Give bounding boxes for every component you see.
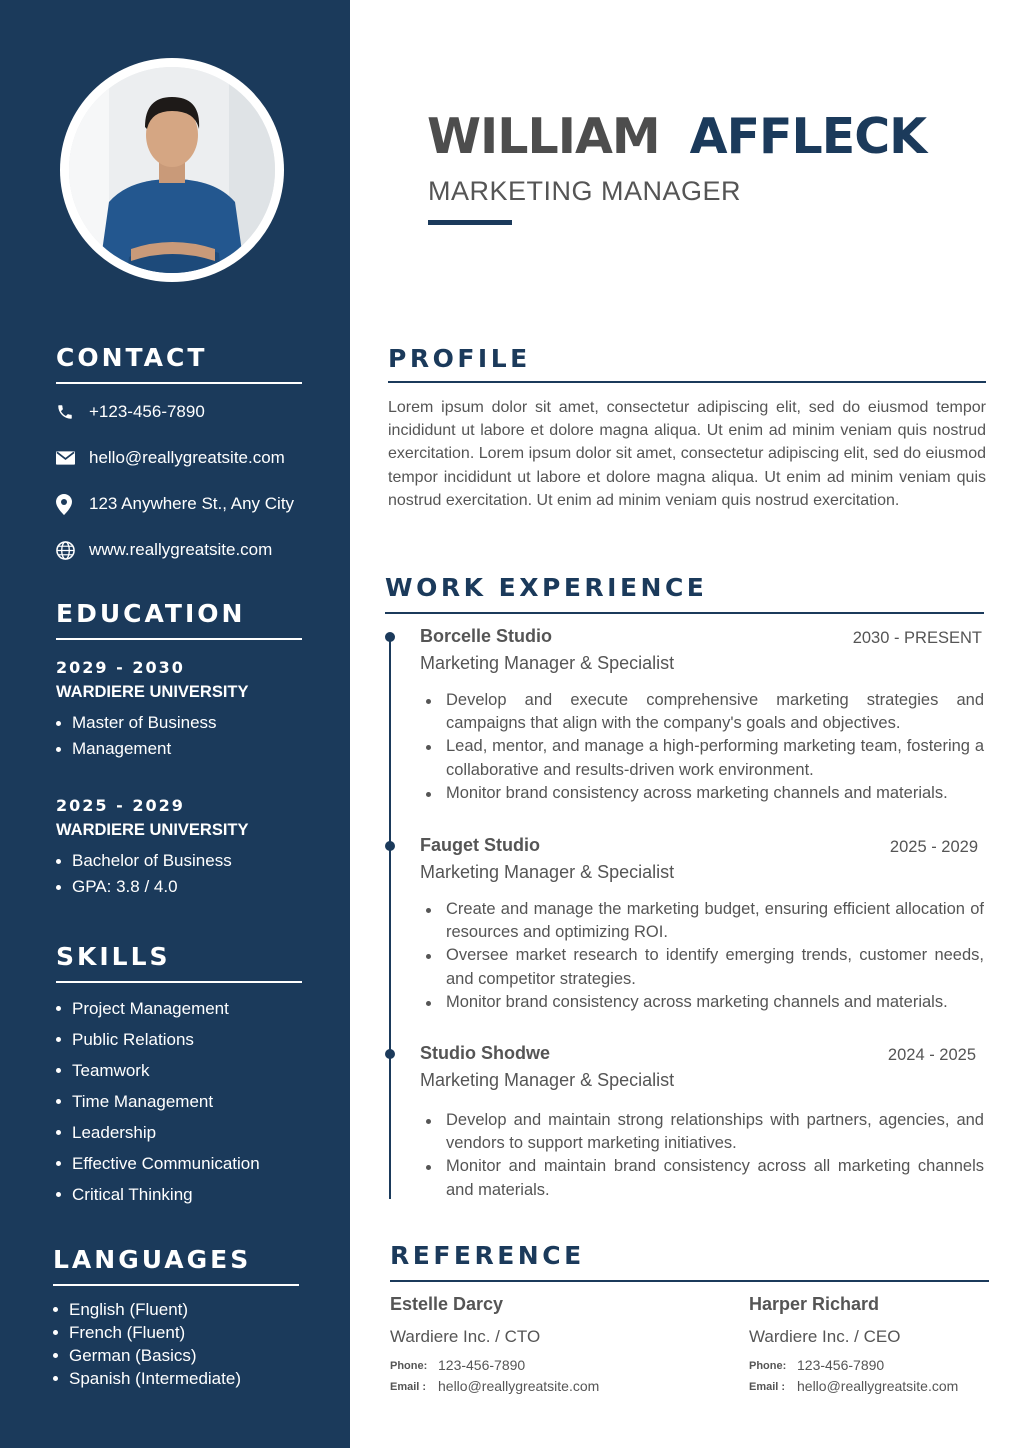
reference-name: Estelle Darcy xyxy=(390,1294,504,1314)
contact-address xyxy=(56,481,302,527)
list-item: Master of Business xyxy=(56,710,302,736)
timeline-dot xyxy=(385,632,395,642)
first-name: WILLIAM xyxy=(427,108,660,165)
languages-heading: LANGUAGES xyxy=(53,1245,299,1286)
job-bullet: Monitor brand consistency across marketing channels and materials. xyxy=(420,782,986,805)
reference-card xyxy=(390,1294,640,1396)
reference-phone-value[interactable]: 123-456-7890 xyxy=(797,1357,885,1373)
job-entry xyxy=(420,1043,986,1202)
education-details xyxy=(56,710,302,762)
job-dates: 2030 - PRESENT xyxy=(852,629,982,647)
reference-heading: REFERENCE xyxy=(390,1241,585,1270)
reference-email-value[interactable]: hello@reallygreatsite.com xyxy=(797,1378,959,1394)
profile-photo xyxy=(69,67,275,273)
contact-website xyxy=(56,527,302,573)
contact-phone-text[interactable]: +123-456-7890 xyxy=(89,402,205,421)
job-company: Studio Shodwe xyxy=(420,1043,550,1063)
job-bullets xyxy=(420,898,986,1014)
email-label: Email : xyxy=(749,1381,786,1393)
skill-item: Effective Communication xyxy=(56,1148,302,1179)
job-role: Marketing Manager & Specialist xyxy=(420,1070,675,1090)
skills-list xyxy=(56,993,302,1210)
skill-item: Public Relations xyxy=(56,1024,302,1055)
education-school: WARDIERE UNIVERSITY xyxy=(56,683,249,701)
last-name: AFFLECK xyxy=(689,108,927,165)
reference-email xyxy=(749,1378,999,1396)
job-bullet: Oversee market research to identify emerging trends, customer needs, and competitor strategies. xyxy=(420,944,986,990)
skills-heading: SKILLS xyxy=(56,942,302,983)
phone-label: Phone: xyxy=(749,1360,787,1372)
contact-email xyxy=(56,435,302,481)
profile-heading: PROFILE xyxy=(388,344,531,373)
reference-phone-value[interactable]: 123-456-7890 xyxy=(438,1357,526,1373)
language-item: Spanish (Intermediate) xyxy=(53,1367,299,1390)
job-title: MARKETING MANAGER xyxy=(428,176,742,206)
languages-list xyxy=(53,1298,299,1390)
job-entry xyxy=(420,835,986,1014)
phone-icon xyxy=(56,403,89,421)
reference-phone xyxy=(390,1357,640,1375)
skill-item: Critical Thinking xyxy=(56,1179,302,1210)
sidebar xyxy=(0,0,350,1448)
timeline-line xyxy=(389,637,391,1199)
phone-label: Phone: xyxy=(390,1360,428,1372)
job-bullet: Develop and execute comprehensive marketing strategies and campaigns that align with the company's goals and objectives. xyxy=(420,689,986,735)
skill-item: Project Management xyxy=(56,993,302,1024)
language-item: French (Fluent) xyxy=(53,1321,299,1344)
timeline-dot xyxy=(385,1049,395,1059)
skills-section xyxy=(56,942,302,1210)
contact-address-text: 123 Anywhere St., Any City xyxy=(89,494,295,513)
job-role: Marketing Manager & Specialist xyxy=(420,653,675,673)
education-years: 2025 - 2029 xyxy=(56,796,185,815)
reference-email-value[interactable]: hello@reallygreatsite.com xyxy=(438,1378,600,1394)
skill-item: Leadership xyxy=(56,1117,302,1148)
full-name xyxy=(427,108,926,165)
email-label: Email : xyxy=(390,1381,427,1393)
contact-phone xyxy=(56,389,302,435)
reference-phone xyxy=(749,1357,999,1375)
job-bullets xyxy=(420,689,986,805)
profile-text: Lorem ipsum dolor sit amet, consectetur adipiscing elit, sed do eiusmod tempor incididunt ut labore et dolore magna aliqua. Ut enim ad minim veniam quis nostrud exercitation. Lorem ipsum dolor sit amet, consectetur adipiscing elit, sed do eiusmod tempor incididunt ut labore et dolore magna aliqua. Ut enim ad minim veniam quis nostrud exercitation. Ut enim ad minim veniam quis nostrud exercitation. xyxy=(388,399,986,509)
education-section xyxy=(56,599,302,900)
contact-heading: CONTACT xyxy=(56,343,302,384)
contact-email-text[interactable]: hello@reallygreatsite.com xyxy=(89,448,285,467)
globe-icon xyxy=(56,541,89,560)
list-item xyxy=(56,736,302,762)
skill-item: Teamwork xyxy=(56,1055,302,1086)
timeline-dot xyxy=(385,841,395,851)
list-item: Bachelor of Business xyxy=(56,848,302,874)
job-entry xyxy=(420,626,986,805)
job-bullet: Monitor and maintain brand consistency across all marketing channels and materials. xyxy=(420,1155,986,1201)
skill-item: Time Management xyxy=(56,1086,302,1117)
list-item: GPA: 3.8 / 4.0 xyxy=(56,874,302,900)
list-item-continuation: Management xyxy=(72,739,172,758)
contact-section xyxy=(56,343,302,573)
job-bullet: Create and manage the marketing budget, ensuring efficient allocation of resources and optimizing ROI. xyxy=(420,898,986,944)
reference-name: Harper Richard xyxy=(749,1294,880,1314)
reference-org: Wardiere Inc. / CEO xyxy=(749,1327,901,1346)
education-school: WARDIERE UNIVERSITY xyxy=(56,821,249,839)
title-underline xyxy=(428,220,512,225)
job-dates: 2024 - 2025 xyxy=(887,1046,976,1064)
contact-website-text[interactable]: www.reallygreatsite.com xyxy=(89,540,273,559)
education-details xyxy=(56,848,302,900)
mail-icon xyxy=(56,451,89,465)
education-years: 2029 - 2030 xyxy=(56,658,185,677)
job-company: Borcelle Studio xyxy=(420,626,553,646)
job-role: Marketing Manager & Specialist xyxy=(420,862,675,882)
profile-rule xyxy=(388,381,986,383)
profile-photo-frame xyxy=(60,58,284,282)
language-item: English (Fluent) xyxy=(53,1298,299,1321)
work-experience-heading: WORK EXPERIENCE xyxy=(385,573,708,602)
location-pin-icon xyxy=(56,494,89,515)
job-company: Fauget Studio xyxy=(420,835,540,855)
job-bullet: Lead, mentor, and manage a high-performing marketing team, fostering a collaborative and results-driven work environment. xyxy=(420,735,986,781)
reference-org: Wardiere Inc. / CTO xyxy=(390,1327,541,1346)
job-bullet: Develop and maintain strong relationships with partners, agencies, and vendors to support marketing initiatives. xyxy=(420,1109,986,1155)
reference-email xyxy=(390,1378,640,1396)
language-item: German (Basics) xyxy=(53,1344,299,1367)
job-dates: 2025 - 2029 xyxy=(889,838,978,856)
languages-section xyxy=(53,1245,299,1390)
reference-card xyxy=(749,1294,999,1396)
education-heading: EDUCATION xyxy=(56,599,302,640)
reference-rule xyxy=(390,1280,989,1282)
job-bullet: Monitor brand consistency across marketing channels and materials. xyxy=(420,991,986,1014)
work-experience-rule xyxy=(385,612,984,614)
job-bullets xyxy=(420,1109,986,1202)
